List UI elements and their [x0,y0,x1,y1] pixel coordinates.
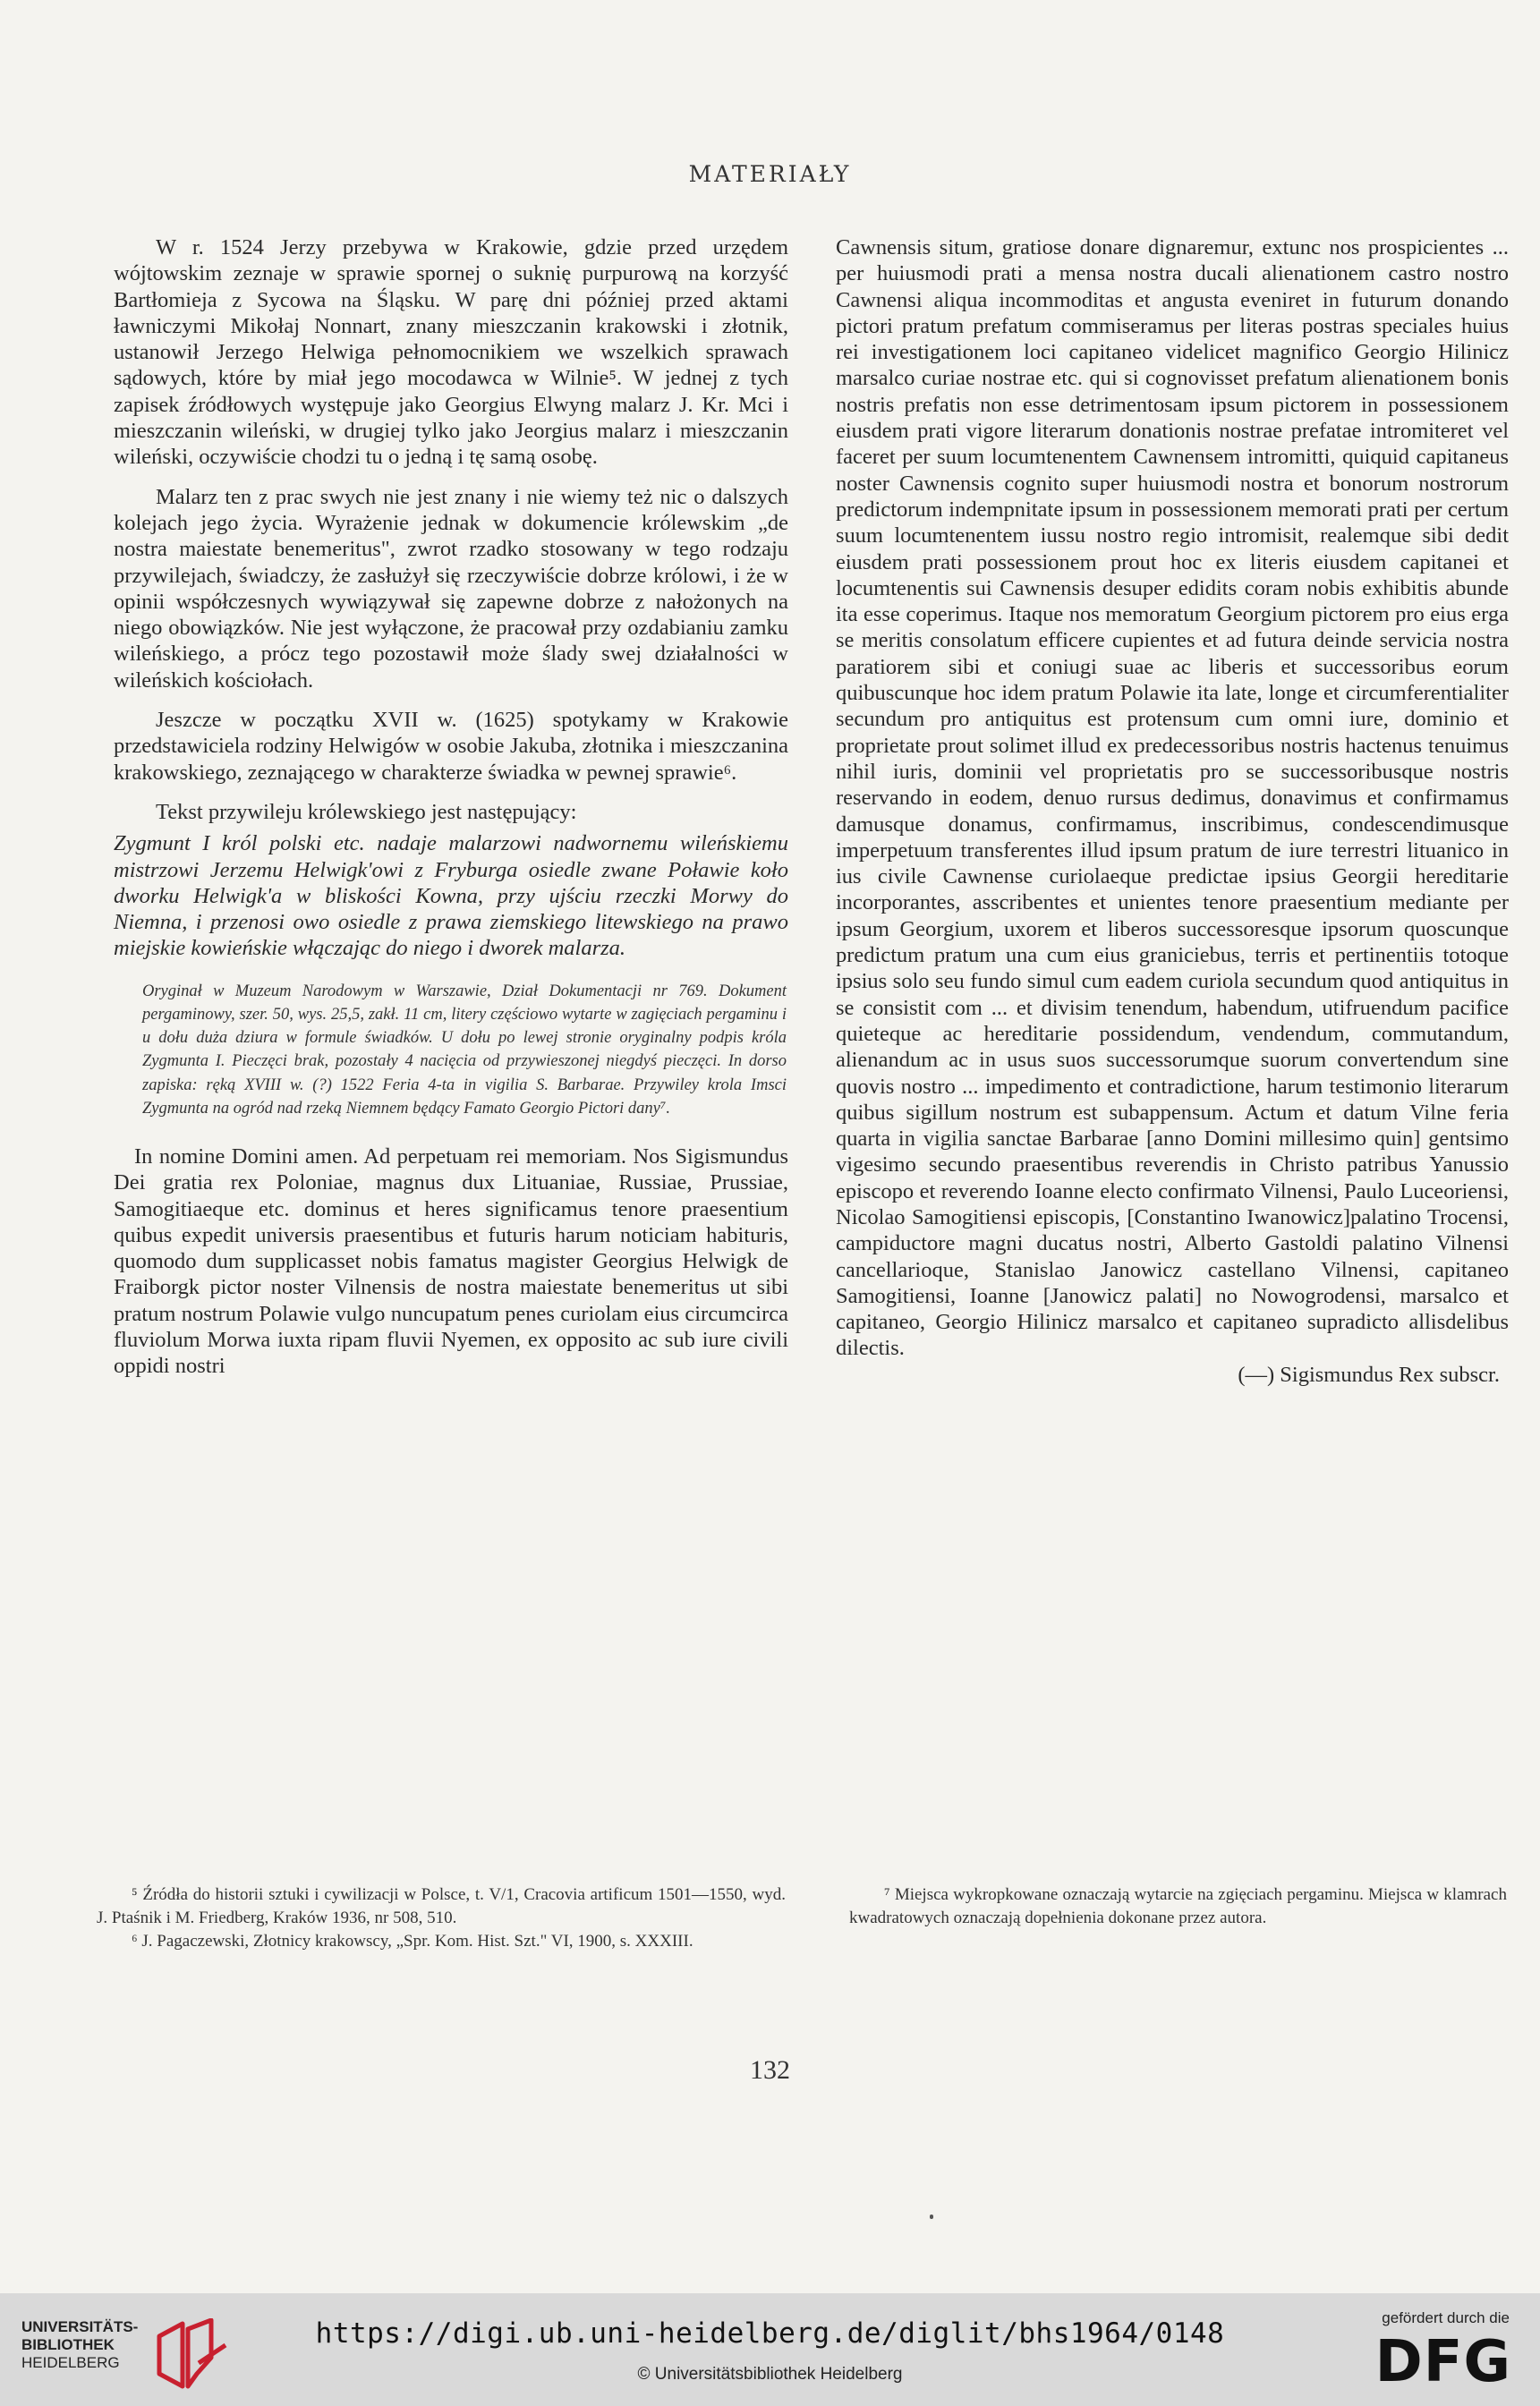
library-name-line: BIBLIOTHEK [21,2336,115,2353]
latin-text-continued: Cawnensis situm, gratiose donare dignaremur, extunc nos prospicientes ... per huiusmodi prati a mensa nostra ducali alienationem castro nostro Cawnensi aliqua incommoditas et angusta eveniret in futurum donando pictori pratum prefatum commiseramus per literas postras speciales huius rei investigationem loci capitaneo videlicet magnifico Georgio Hilinicz marsalco curiae nostrae etc. qui si cognovisset prefatum alienationem bonis nostris prefatis non esse detrimentosam ipsum pictorem in possessionem eiusdem prati vigore literarum donationis nostrae prefatae intromiteret vel faceret per suum locumtenentem Cawnensem intromitti, quiquid capitaneus noster Cawnensis cognito super huiusmodi nostra et bonorum nostrorum predictorum indempnitate ipsum in possessionem memorati prati per certum suum locumtenentem iussu nostro regio intromisit, realemque sibi dedit eiusdem prati possessionem prout hoc ex literis eiusdem capitanei et locumtenentis sui Cawnensis desuper edidits coram nobis exhibitis abunde ita esse coperimus. Itaque nos memoratum Georgium pictorem pro eius erga se meritis consolatum efficere cupientes et ad futura deinde servicia nostra paratiorem sibi et coniugi suae ac liberis et successoribus eorum quibuscunque hoc idem pratum Polawie ita late, longe et circumferentialiter secundum pro antiquitus est protensum cum omni iure, dominio et proprietate prout solimet illud ex predecessoribus nostris hactenus tenuimus nihil iuris, dominii vel proprietatis pro se successoribusque nostris reservando in eodem, denuo rursus dedimus, donavimus et confirmamus damusque donamus, confirmamus, inscribimus, condescendimusque imperpetuum transferentes illud ipsum pratum de iure terrestri lituanico in ius civile Cawnense curiolaeque predictae ipsius Georgii hereditarie incorporantes, asscribentes et unientes tenore praesentium mediante per ipsum Georgium, uxorem et liberos successoresque ipsorum quoscunque predictum pratum una cum eius graniciebus, terris et pertinentiis totoque ipsius solo seu fundo simul cum eadem curiola secundum quod antiquitus in se consistit com ... et divisim tenendum, habendum, utifruendum pacifice quieteque ac hereditarie possidendum, vendendum, commutandum, alienandum ac in usus suos successorumque suorum convertendum sine quovis nostro ... impedimento et contradictione, harum testimonio literarum quibus sigillum nostrum est subappensum. Actum et datum Vilne feria quarta in vigilia sanctae Barbarae [anno Domini millesimo quin] gentsimo vigesimo secundo praesentibus reverendis in Christo patribus Yanussio episcopo et reverendo Ioanne electo confirmato Vilnensi, Paulo Luceoriensi, Nicolao Samogitiensi episcopis, [Constantino Iwanowicz]palatino Trocensi, campiductore magni ducatus nostri, Alberto Gastoldi palatino Vilnensi cancellarioque, Stanislao Janowicz castellano Vilnensi, capitaneo Samogitiensi, Ioanne [Janowicz palati] no Nowogrodensi, marsalco et capitaneo, Georgio Hilinicz marsalco et capitaneo supradicto allisdelibus dilectis. [836,235,1509,1361]
privilege-summary: Zygmunt I król polski etc. nadaje malarzowi nadwornemu wileńskiemu mistrzowi Jerzemu Helwigk'owi z Fryburga osiedle zwane Poławie koło dworku Helwigk'a w bliskości Kowna, przy ujściu rzeczki Morwy do Niemna, i przenosi owo osiedle z prawa ziemskiego litewskiego na prawo miejskie kowieńskie włączając do niego i dworek malarza. [114,831,788,961]
footnote: ⁵ Źródła do historii sztuki i cywilizacji w Polsce, t. V/1, Cracovia artificum 1501—1550, wyd. J. Ptaśnik i M. Friedberg, Kraków 1936, nr 508, 510. [97,1885,786,1927]
footnote: ⁶ J. Pagaczewski, Złotnicy krakowscy, „Spr. Kom. Hist. Szt." VI, 1900, s. XXXIII. [132,1932,693,1951]
body-paragraph: Malarz ten z prac swych nie jest znany i nie wiemy też nic o dalszych kolejach jego życia. Wyrażenie jednak w dokumencie królewskim „de nostra maiestate benemeritus", zwrot rzadko stosowany w tego rodzaju przywilejach, świadczy, że zasłużył się rzeczywiście dobrze królowi, i że w opinii współczesnych wywiązywał się zapewne dobrze z nałożonych na niego obowiązków. Nie jest wyłączone, że pracował przy ozdabianiu zamku wileńskiego, a prócz tego pozostawił może ślady swej działalności w wileńskich kościołach. [114,484,788,693]
dfg-logo[interactable]: DFG [1374,2329,1511,2395]
library-name-line: UNIVERSITÄTS- [21,2318,139,2335]
body-paragraph: Jeszcze w początku XVII w. (1625) spotykamy w Krakowie przedstawiciela rodziny Helwigów w osobie Jakuba, złotnika i mieszczanina krakowskiego, zeznającego w charakterze świadka w pewnej sprawie⁶. [114,708,788,785]
left-column [114,234,788,1380]
royal-signature: (—) Sigismundus Rex subscr. [1238,1362,1500,1387]
viewer-footer [0,2293,1540,2406]
copyright-notice: © Universitätsbibliothek Heidelberg [637,2365,903,2384]
library-name-line: HEIDELBERG [21,2354,120,2371]
funding-note: gefördert durch die [1382,2309,1510,2326]
footnotes-right [849,1883,1507,1930]
footnotes-left [97,1883,786,1953]
latin-text-start: In nomine Domini amen. Ad perpetuam rei memoriam. Nos Sigismundus Dei gratia rex Poloniae, magnus dux Lituaniae, Russiae, Prussiae, Samogitiaeque etc. dominus et heres significamus tenore praesentium quibus expedit universis praesentibus et futuris harum noticiam habituris, quomodo dum supplicasset nobis famatus magister Georgius Helwigk de Fraiborgk pictor noster Vilnensis de nostra maiestate benemeritus ut sibi pratum nostrum Polawie vulgo nuncupatum penes curiolam eius circumcirca fluviolum Morwa iuxta ripam fluvii Nyemen, ex opposito ac sub iure civili oppidi nostri [114,1143,788,1379]
page-number: 132 [750,2055,790,2085]
paper-speck [930,2215,933,2219]
right-column [836,234,1509,1388]
permalink-url[interactable]: https://digi.ub.uni-heidelberg.de/diglit/bhs1964/0148 [315,2317,1225,2350]
running-head: MATERIAŁY [688,161,852,187]
body-paragraph: Tekst przywileju królewskiego jest następujący: [156,799,577,824]
body-paragraph: W r. 1524 Jerzy przebywa w Krakowie, gdzie przed urzędem wójtowskim zeznaje w sprawie spornej o suknię purpurową na korzyść Bartłomieja z Sycowa na Śląsku. W parę dni później przed aktami ławniczymi Mikołaj Nonnart, znany mieszczanin krakowski i złotnik, ustanowił Jerzego Helwiga pełnomocnikiem we wszelkich sprawach sądowych, które by miał jego mocodawca w Wilnie⁵. W jednej z tych zapisek źródłowych występuje jako Georgius Elwyng malarz J. Kr. Mci i mieszczanin wileński, w drugiej tylko jako Jeorgius malarz i mieszczanin wileński, oczywiście chodzi tu o jedną i tę samą osobę. [114,235,788,470]
footnote: ⁷ Miejsca wykropkowane oznaczają wytarcie na zgięciach pergaminu. Miejsca w klamrach kwadratowych oznaczają dopełnienia dokonane przez autora. [849,1885,1507,1927]
archival-note: Oryginał w Muzeum Narodowym w Warszawie, Dział Dokumentacji nr 769. Dokument pergaminowy, szer. 50, wys. 25,5, zakł. 11 cm, litery częściowo wytarte w zagięciach pergaminu i u dołu duża dziura w formule świadków. U dołu po lewej stronie oryginalny podpis króla Zygmunta I. Pieczęci brak, pozostały 4 nacięcia od przywieszonej niegdyś pieczęci. In dorso zapiska: ręką XVIII w. (?) 1522 Feria 4-ta in vigilia S. Barbarae. Przywiley krola Imsci Zygmunta na ogród nad rzeką Niemnem będący Famato Georgio Pictori dany⁷. [142,982,787,1118]
